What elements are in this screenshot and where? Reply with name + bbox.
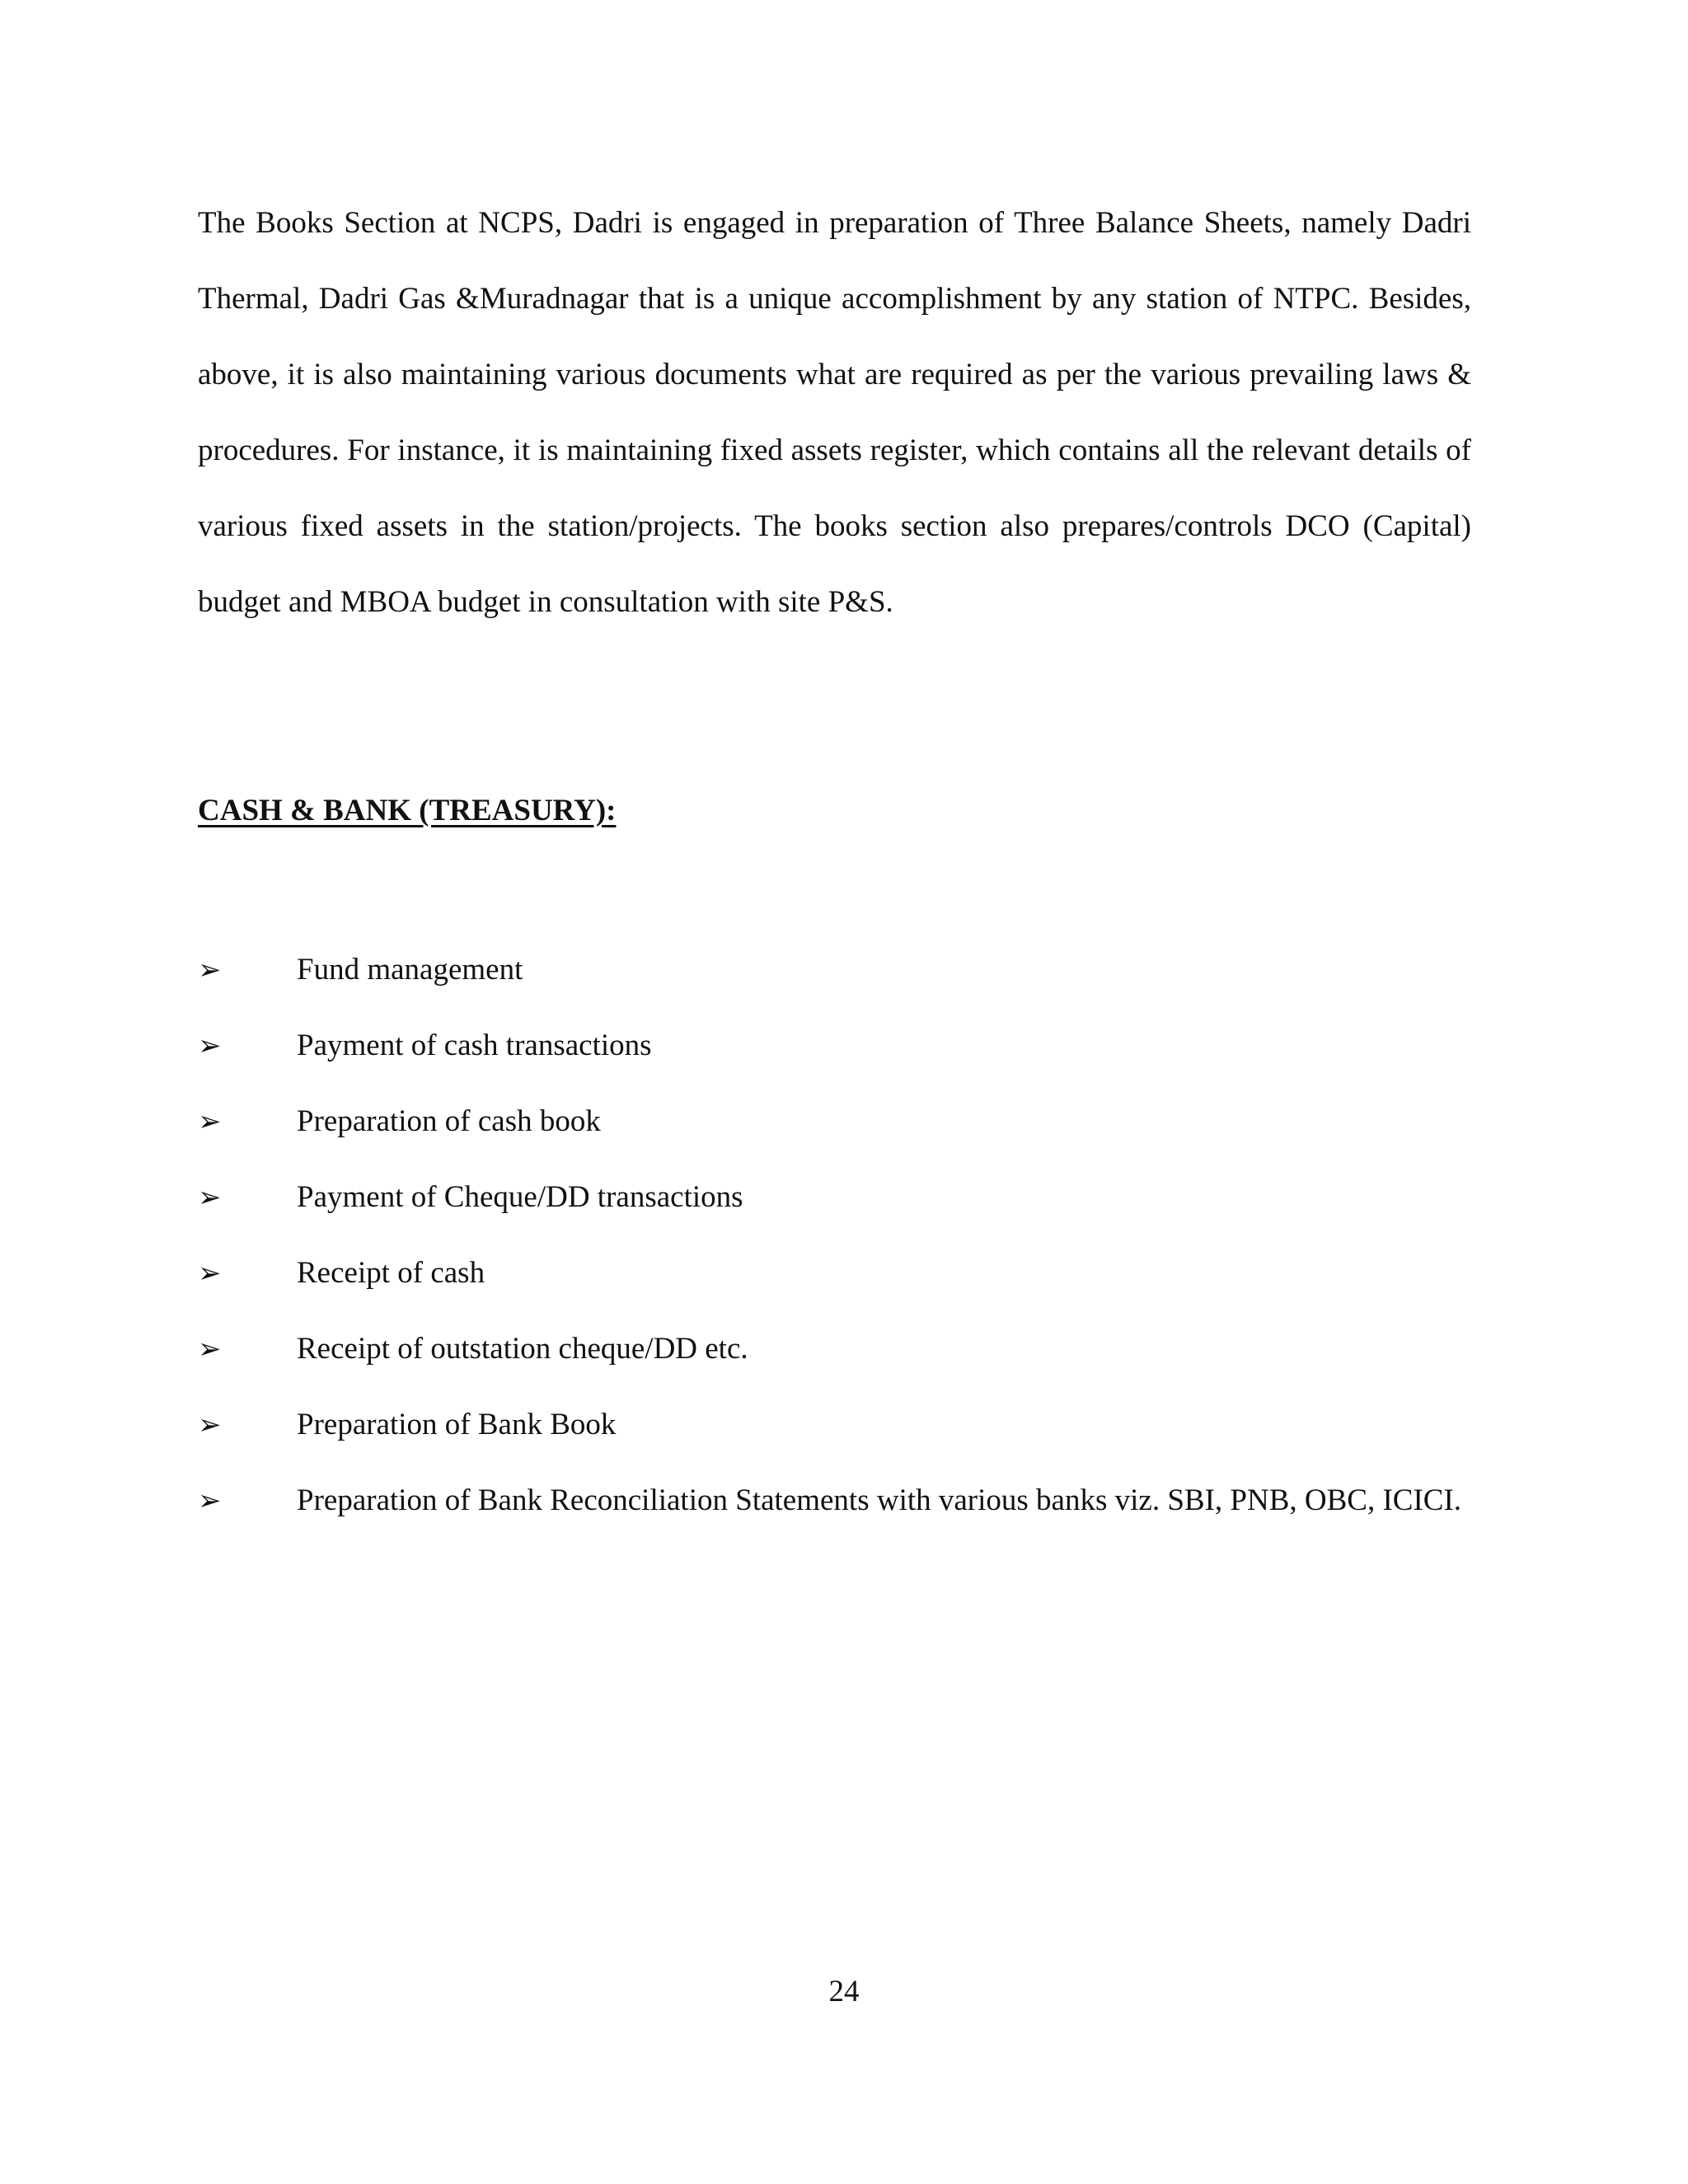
list-item-text: Receipt of outstation cheque/DD etc. xyxy=(297,1332,748,1366)
list-item xyxy=(198,1160,1471,1235)
list-item xyxy=(198,1235,1471,1311)
list-item-text: Receipt of cash xyxy=(297,1256,485,1290)
list-item-text: Preparation of Bank Book xyxy=(297,1408,617,1441)
list-item xyxy=(198,1463,1471,1539)
arrowhead-bullet-icon: ➢ xyxy=(198,954,222,987)
list-item-text: Fund management xyxy=(297,953,523,987)
arrowhead-bullet-icon: ➢ xyxy=(198,1484,222,1517)
list-item xyxy=(198,1084,1471,1160)
arrowhead-bullet-icon: ➢ xyxy=(198,1105,222,1138)
list-item xyxy=(198,932,1471,1008)
list-item-text: Payment of cash transactions xyxy=(297,1029,652,1062)
arrowhead-bullet-icon: ➢ xyxy=(198,1181,222,1214)
list-item xyxy=(198,1387,1471,1463)
arrowhead-bullet-icon: ➢ xyxy=(198,1333,222,1366)
arrowhead-bullet-icon: ➢ xyxy=(198,1408,222,1441)
list-item xyxy=(198,1311,1471,1387)
arrowhead-bullet-icon: ➢ xyxy=(198,1029,222,1062)
intro-paragraph: The Books Section at NCPS, Dadri is engaged in preparation of Three Balance Sheets, namely Dadri Thermal, Dadri Gas &Muradnagar that is a unique accomplishment by any station of NTPC. Besides, above, it is also maintaining various documents what are required as per the various prevailing laws & procedures. For instance, it is maintaining fixed assets register, which contains all the relevant details of various fixed assets in the station/projects. The books section also prepares/controls DCO (Capital) budget and MBOA budget in consultation with site P&S. xyxy=(198,206,1471,619)
treasury-duties-list xyxy=(198,932,1471,1539)
arrowhead-bullet-icon: ➢ xyxy=(198,1257,222,1290)
list-item-text: Preparation of cash book xyxy=(297,1104,601,1138)
list-item-text: Preparation of Bank Reconciliation Statements with various banks viz. SBI, PNB, OBC, ICICI. xyxy=(297,1483,1462,1517)
page-number: 24 xyxy=(828,1975,860,2008)
list-item xyxy=(198,1008,1471,1084)
list-item-text: Payment of Cheque/DD transactions xyxy=(297,1180,743,1214)
section-heading-cash-bank: CASH & BANK (TREASURY): xyxy=(198,794,617,827)
